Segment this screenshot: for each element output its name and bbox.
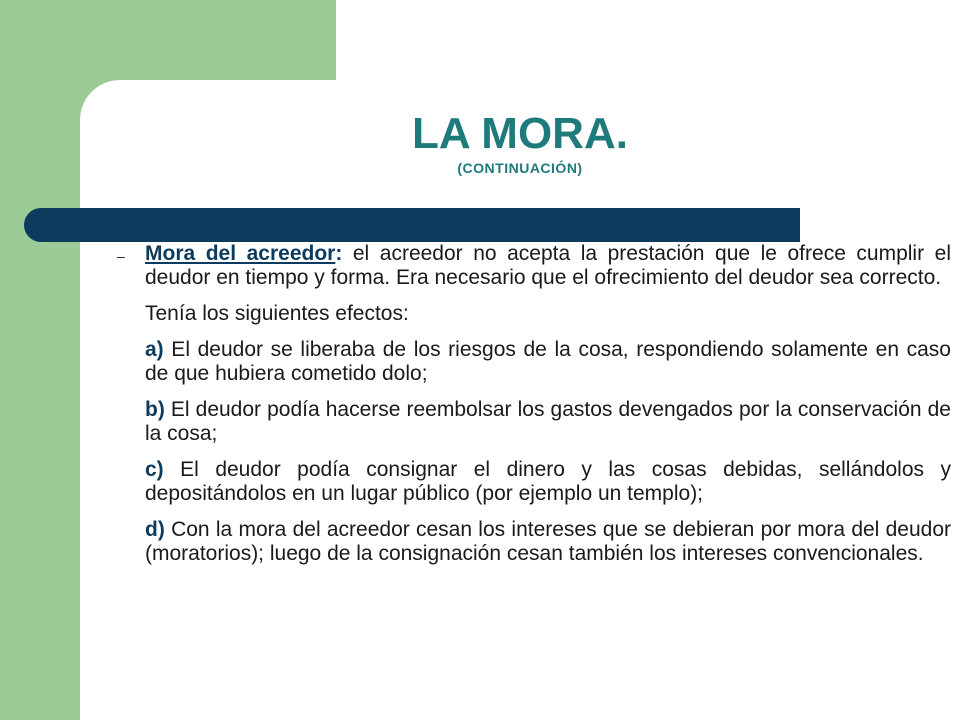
slide-subtitle: (CONTINUACIÓN) xyxy=(457,160,583,176)
effects-heading: Tenía los siguientes efectos: xyxy=(145,302,409,325)
slide-body xyxy=(145,242,951,578)
effect-letter: a) xyxy=(145,338,164,361)
effect-text: El deudor podía hacerse reembolsar los gastos devengados por la conservación de la cosa; xyxy=(145,398,951,445)
effect-item-a xyxy=(145,338,951,386)
effect-item-c xyxy=(145,458,951,506)
slide-title: LA MORA. xyxy=(412,109,628,158)
title-area xyxy=(80,108,960,176)
intro-colon: : xyxy=(335,242,343,265)
bullet-dash: – xyxy=(117,248,125,264)
effect-text: Con la mora del acreedor cesan los intereses que se debieran por mora del deudor (moratorios); luego de la consignación cesan también los intereses convencionales. xyxy=(145,518,951,565)
effect-text: El deudor se liberaba de los riesgos de la cosa, respondiendo solamente en caso de que hubiera cometido dolo; xyxy=(145,338,951,385)
intro-text: el acreedor no acepta la prestación que le ofrece cumplir el deudor en tiempo y forma. Era necesario que el ofrecimiento del deudor sea correcto. xyxy=(145,242,951,289)
effect-item-d xyxy=(145,518,951,566)
effect-letter: b) xyxy=(145,398,165,421)
effect-text: El deudor podía consignar el dinero y las cosas debidas, sellándolos y depositándolos en un lugar público (por ejemplo un templo); xyxy=(145,458,951,505)
effect-item-b xyxy=(145,398,951,446)
decorative-divider-bar xyxy=(24,208,800,242)
intro-paragraph xyxy=(145,242,951,290)
effect-letter: d) xyxy=(145,518,165,541)
intro-term: Mora del acreedor xyxy=(145,242,336,265)
effect-letter: c) xyxy=(145,458,164,481)
